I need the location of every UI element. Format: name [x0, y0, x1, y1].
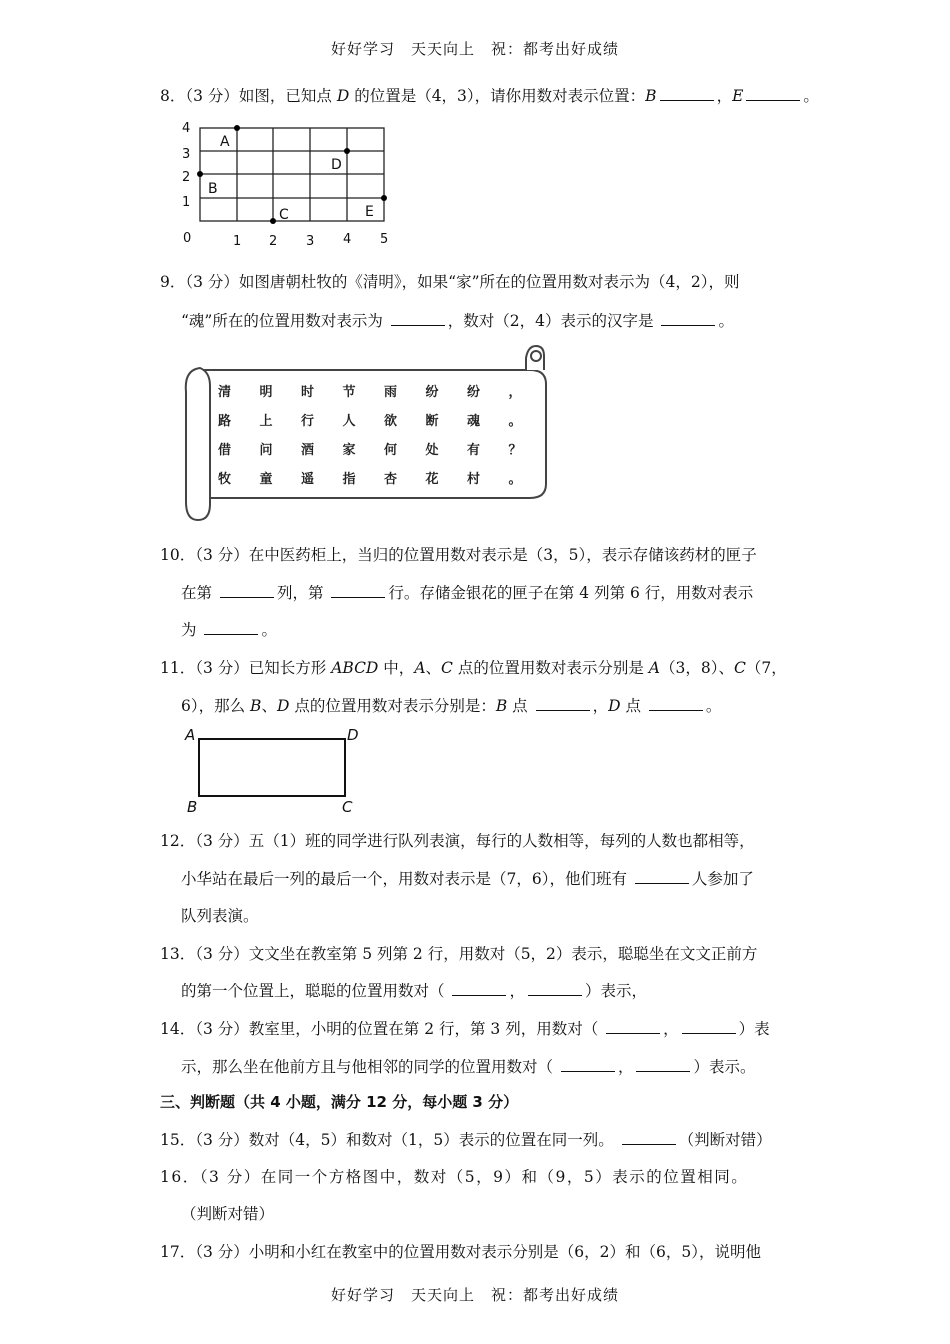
- poem-char: 借: [218, 443, 232, 458]
- poem-char: 人: [342, 414, 356, 429]
- rect-label-c: C: [342, 798, 353, 816]
- poem-char: ？: [508, 443, 522, 458]
- point-label-c: C: [279, 207, 289, 223]
- q11-t12: 点: [620, 697, 646, 715]
- q14-t2: ，: [663, 1020, 679, 1038]
- q10-text-a: 在第: [181, 584, 217, 602]
- question-12-line1: 12．（3 分）五（1）班的同学进行队列表演，每行的人数相等，每列的人数也都相等，: [160, 832, 755, 850]
- rect-label-a: A: [185, 726, 196, 744]
- x-label-0: 0: [183, 231, 192, 246]
- q11-t3: 、: [425, 659, 442, 677]
- q9-text-c: 。: [718, 312, 734, 330]
- q10-text-b: 列，第: [276, 584, 329, 602]
- answer-blank-row[interactable]: [331, 583, 385, 598]
- rect-label-d: D: [347, 726, 359, 744]
- point-b: [197, 171, 203, 177]
- q11-t10: 点: [507, 697, 533, 715]
- point-c: [270, 218, 276, 224]
- answer-blank-b[interactable]: [660, 86, 714, 101]
- q11-t2: 中，: [378, 659, 415, 677]
- question-15: [160, 1128, 772, 1150]
- q11-t6: （7，: [745, 659, 787, 677]
- q8-text-mid: 的位置是（4，3），请你用数对表示位置：: [349, 87, 646, 105]
- y-label-1: 1: [182, 195, 191, 210]
- poem-char: 有: [467, 443, 481, 458]
- answer-blank-pair[interactable]: [204, 620, 258, 635]
- q12-t2: 人参加了: [691, 870, 754, 888]
- poem-char: 断: [425, 414, 439, 429]
- q14-t5: ，: [617, 1058, 634, 1076]
- q11-d: D: [276, 697, 290, 715]
- question-12-line3: 队列表演。: [181, 907, 259, 925]
- question-11-line1: [160, 656, 787, 678]
- answer-blank-q13-col[interactable]: [452, 981, 506, 996]
- point-label-a: A: [220, 134, 230, 150]
- section-3-title: 三、判断题（共 4 小题，满分 12 分，每小题 3 分）: [160, 1093, 519, 1111]
- q13-t3: ）表示，: [584, 982, 647, 1000]
- q10-text-e: 。: [261, 621, 277, 639]
- poem-char: 村: [467, 472, 481, 487]
- question-8: [160, 84, 819, 106]
- poem-char: 童: [259, 472, 273, 487]
- poem-char: 纷: [425, 385, 439, 400]
- y-label-2: 2: [182, 170, 191, 185]
- poem-char: 时: [301, 385, 315, 400]
- point-e: [381, 195, 387, 201]
- x-label-2: 2: [269, 234, 278, 249]
- poem-char: 花: [425, 472, 439, 487]
- point-a: [234, 125, 240, 131]
- q11-t5: （3，8）、: [659, 659, 734, 677]
- answer-blank-q14-a[interactable]: [606, 1019, 660, 1034]
- poem-char: 路: [218, 414, 232, 429]
- answer-blank-point-b[interactable]: [536, 696, 590, 711]
- rect-label-b: B: [187, 798, 198, 816]
- poem-char: 纷: [467, 385, 481, 400]
- question-10-line3: [181, 618, 277, 640]
- q11-t8: 、: [261, 697, 277, 715]
- q11-a: A: [414, 659, 426, 677]
- q9-text-b: ，数对（2，4）表示的汉字是: [447, 312, 659, 330]
- answer-blank-q14-c[interactable]: [561, 1057, 615, 1072]
- answer-blank-q14-b[interactable]: [682, 1019, 736, 1034]
- q11-t9: 点的位置用数对表示分别是：: [289, 697, 496, 715]
- question-14-line1: [160, 1017, 770, 1039]
- q8-var-e: E: [732, 87, 744, 105]
- rectangle-shape: [199, 739, 345, 796]
- q8-end: 。: [803, 87, 819, 105]
- poem-char: 牧: [218, 472, 232, 487]
- question-17-line1: 17．（3 分）小明和小红在教室中的位置用数对表示分别是（6，2）和（6，5），说明他: [160, 1243, 761, 1261]
- poem-char: ，: [508, 385, 522, 400]
- q8-grid-figure: [175, 116, 405, 251]
- poem-char: 明: [259, 385, 273, 400]
- q8-var-d: D: [336, 87, 350, 105]
- x-label-5: 5: [380, 232, 389, 247]
- x-label-4: 4: [343, 232, 352, 247]
- q8-var-b: B: [645, 87, 657, 105]
- q14-t4: 示，那么坐在他前方且与他相邻的同学的位置用数对（: [181, 1058, 558, 1076]
- page-header: 好好学习 天天向上 祝：都考出好成绩: [330, 40, 619, 58]
- q14-t6: ）表示。: [693, 1058, 756, 1076]
- q11-t1: 11．（3 分）已知长方形: [160, 659, 332, 677]
- poem-char: 家: [342, 443, 356, 458]
- y-label-4: 4: [182, 121, 191, 136]
- q13-t2: ，: [509, 982, 525, 1000]
- q11-t11: ，: [592, 697, 609, 715]
- poem-char: 指: [342, 472, 356, 487]
- poem-char: 节: [342, 385, 356, 400]
- question-10-line2: [181, 581, 753, 603]
- q14-t3: ）表: [738, 1020, 770, 1038]
- q11-c2: C: [733, 659, 746, 677]
- answer-blank-q14-d[interactable]: [636, 1057, 690, 1072]
- q11-a2: A: [648, 659, 660, 677]
- poem-char: 何: [384, 443, 398, 458]
- answer-blank-column[interactable]: [220, 583, 274, 598]
- point-label-b: B: [208, 181, 218, 197]
- q9-text-a: “魂”所在的位置用数对表示为: [181, 312, 388, 330]
- q11-t7: 6），那么: [181, 697, 251, 715]
- q11-t13: 。: [705, 697, 722, 715]
- q11-t4: 点的位置用数对表示分别是: [452, 659, 649, 677]
- q12-t1: 小华站在最后一列的最后一个，用数对表示是（7，6），他们班有: [181, 870, 632, 888]
- q8-sep: ，: [716, 87, 733, 105]
- poem-scroll-figure: [178, 342, 558, 527]
- x-label-1: 1: [233, 234, 242, 249]
- question-11-line2: [181, 694, 721, 716]
- question-16-line2: [181, 1202, 274, 1224]
- poem-char: 处: [425, 443, 439, 458]
- question-14-line2: [181, 1055, 755, 1077]
- x-label-3: 3: [306, 234, 315, 249]
- question-13-line1: 13．（3 分）文文坐在教室第 5 列第 2 行，用数对（5，2）表示，聪聪坐在文文正前方: [160, 945, 758, 963]
- y-label-3: 3: [182, 147, 191, 162]
- q13-t1: 的第一个位置上，聪聪的位置用数对（: [181, 982, 450, 1000]
- q10-text-d: 为: [181, 621, 202, 639]
- q15-t1: 15．（3 分）数对（4，5）和数对（1，5）表示的位置在同一列。: [160, 1131, 619, 1149]
- answer-blank-hun[interactable]: [391, 311, 445, 326]
- point-label-d: D: [331, 157, 342, 173]
- answer-blank-people[interactable]: [635, 869, 689, 884]
- poem-char: 问: [259, 443, 273, 458]
- scroll-outline: [186, 346, 546, 520]
- q8-text: 8．（3 分）如图，已知点: [160, 87, 337, 105]
- question-13-line2: [181, 979, 647, 1001]
- q14-t1: 14．（3 分）教室里，小明的位置在第 2 行，第 3 列，用数对（: [160, 1020, 604, 1038]
- q11-c: C: [441, 659, 453, 677]
- answer-blank-q13-row[interactable]: [528, 981, 582, 996]
- point-label-e: E: [365, 204, 374, 220]
- question-9-line1: 9．（3 分）如图唐朝杜牧的《清明》，如果“家”所在的位置用数对表示为（4，2），则: [160, 273, 740, 291]
- poem-char: 欲: [384, 414, 398, 429]
- poem-char: 杏: [384, 472, 398, 487]
- q11-b2: B: [495, 697, 508, 715]
- question-12-line2: [181, 867, 754, 889]
- poem-char: 遥: [301, 472, 315, 487]
- q10-text-c: 行。存储金银花的匣子在第 4 列第 6 行，用数对表示: [388, 584, 754, 602]
- page-footer: 好好学习 天天向上 祝：都考出好成绩: [330, 1286, 619, 1304]
- q15-t2: （判断对错）: [678, 1131, 772, 1149]
- point-d: [344, 148, 350, 154]
- poem-char: 魂: [467, 414, 481, 429]
- question-9-line2: [181, 309, 734, 331]
- poem-char: 。: [508, 472, 522, 487]
- question-16-line1: 16．（3 分）在同一个方格图中，数对（5，9）和（9，5）表示的位置相同。: [160, 1168, 749, 1186]
- answer-blank-point-d[interactable]: [649, 696, 703, 711]
- q16-t2: （判断对错）: [181, 1205, 275, 1223]
- answer-blank-e[interactable]: [746, 86, 800, 101]
- q11-b: B: [250, 697, 262, 715]
- poem-char: 酒: [301, 443, 315, 458]
- q11-d2: D: [608, 697, 621, 715]
- poem-char: 。: [508, 414, 522, 429]
- rectangle-abcd-figure: [182, 724, 367, 819]
- poem-char: 雨: [384, 385, 398, 400]
- q11-abcd: ABCD: [331, 659, 379, 677]
- answer-blank-q15[interactable]: [622, 1130, 676, 1145]
- question-10-line1: 10．（3 分）在中医药柜上，当归的位置用数对表示是（3，5），表示存储该药材的匣子: [160, 546, 757, 564]
- poem-char: 行: [301, 414, 315, 429]
- answer-blank-char[interactable]: [661, 311, 715, 326]
- poem-char: 上: [259, 414, 273, 429]
- poem-char: 清: [218, 385, 232, 400]
